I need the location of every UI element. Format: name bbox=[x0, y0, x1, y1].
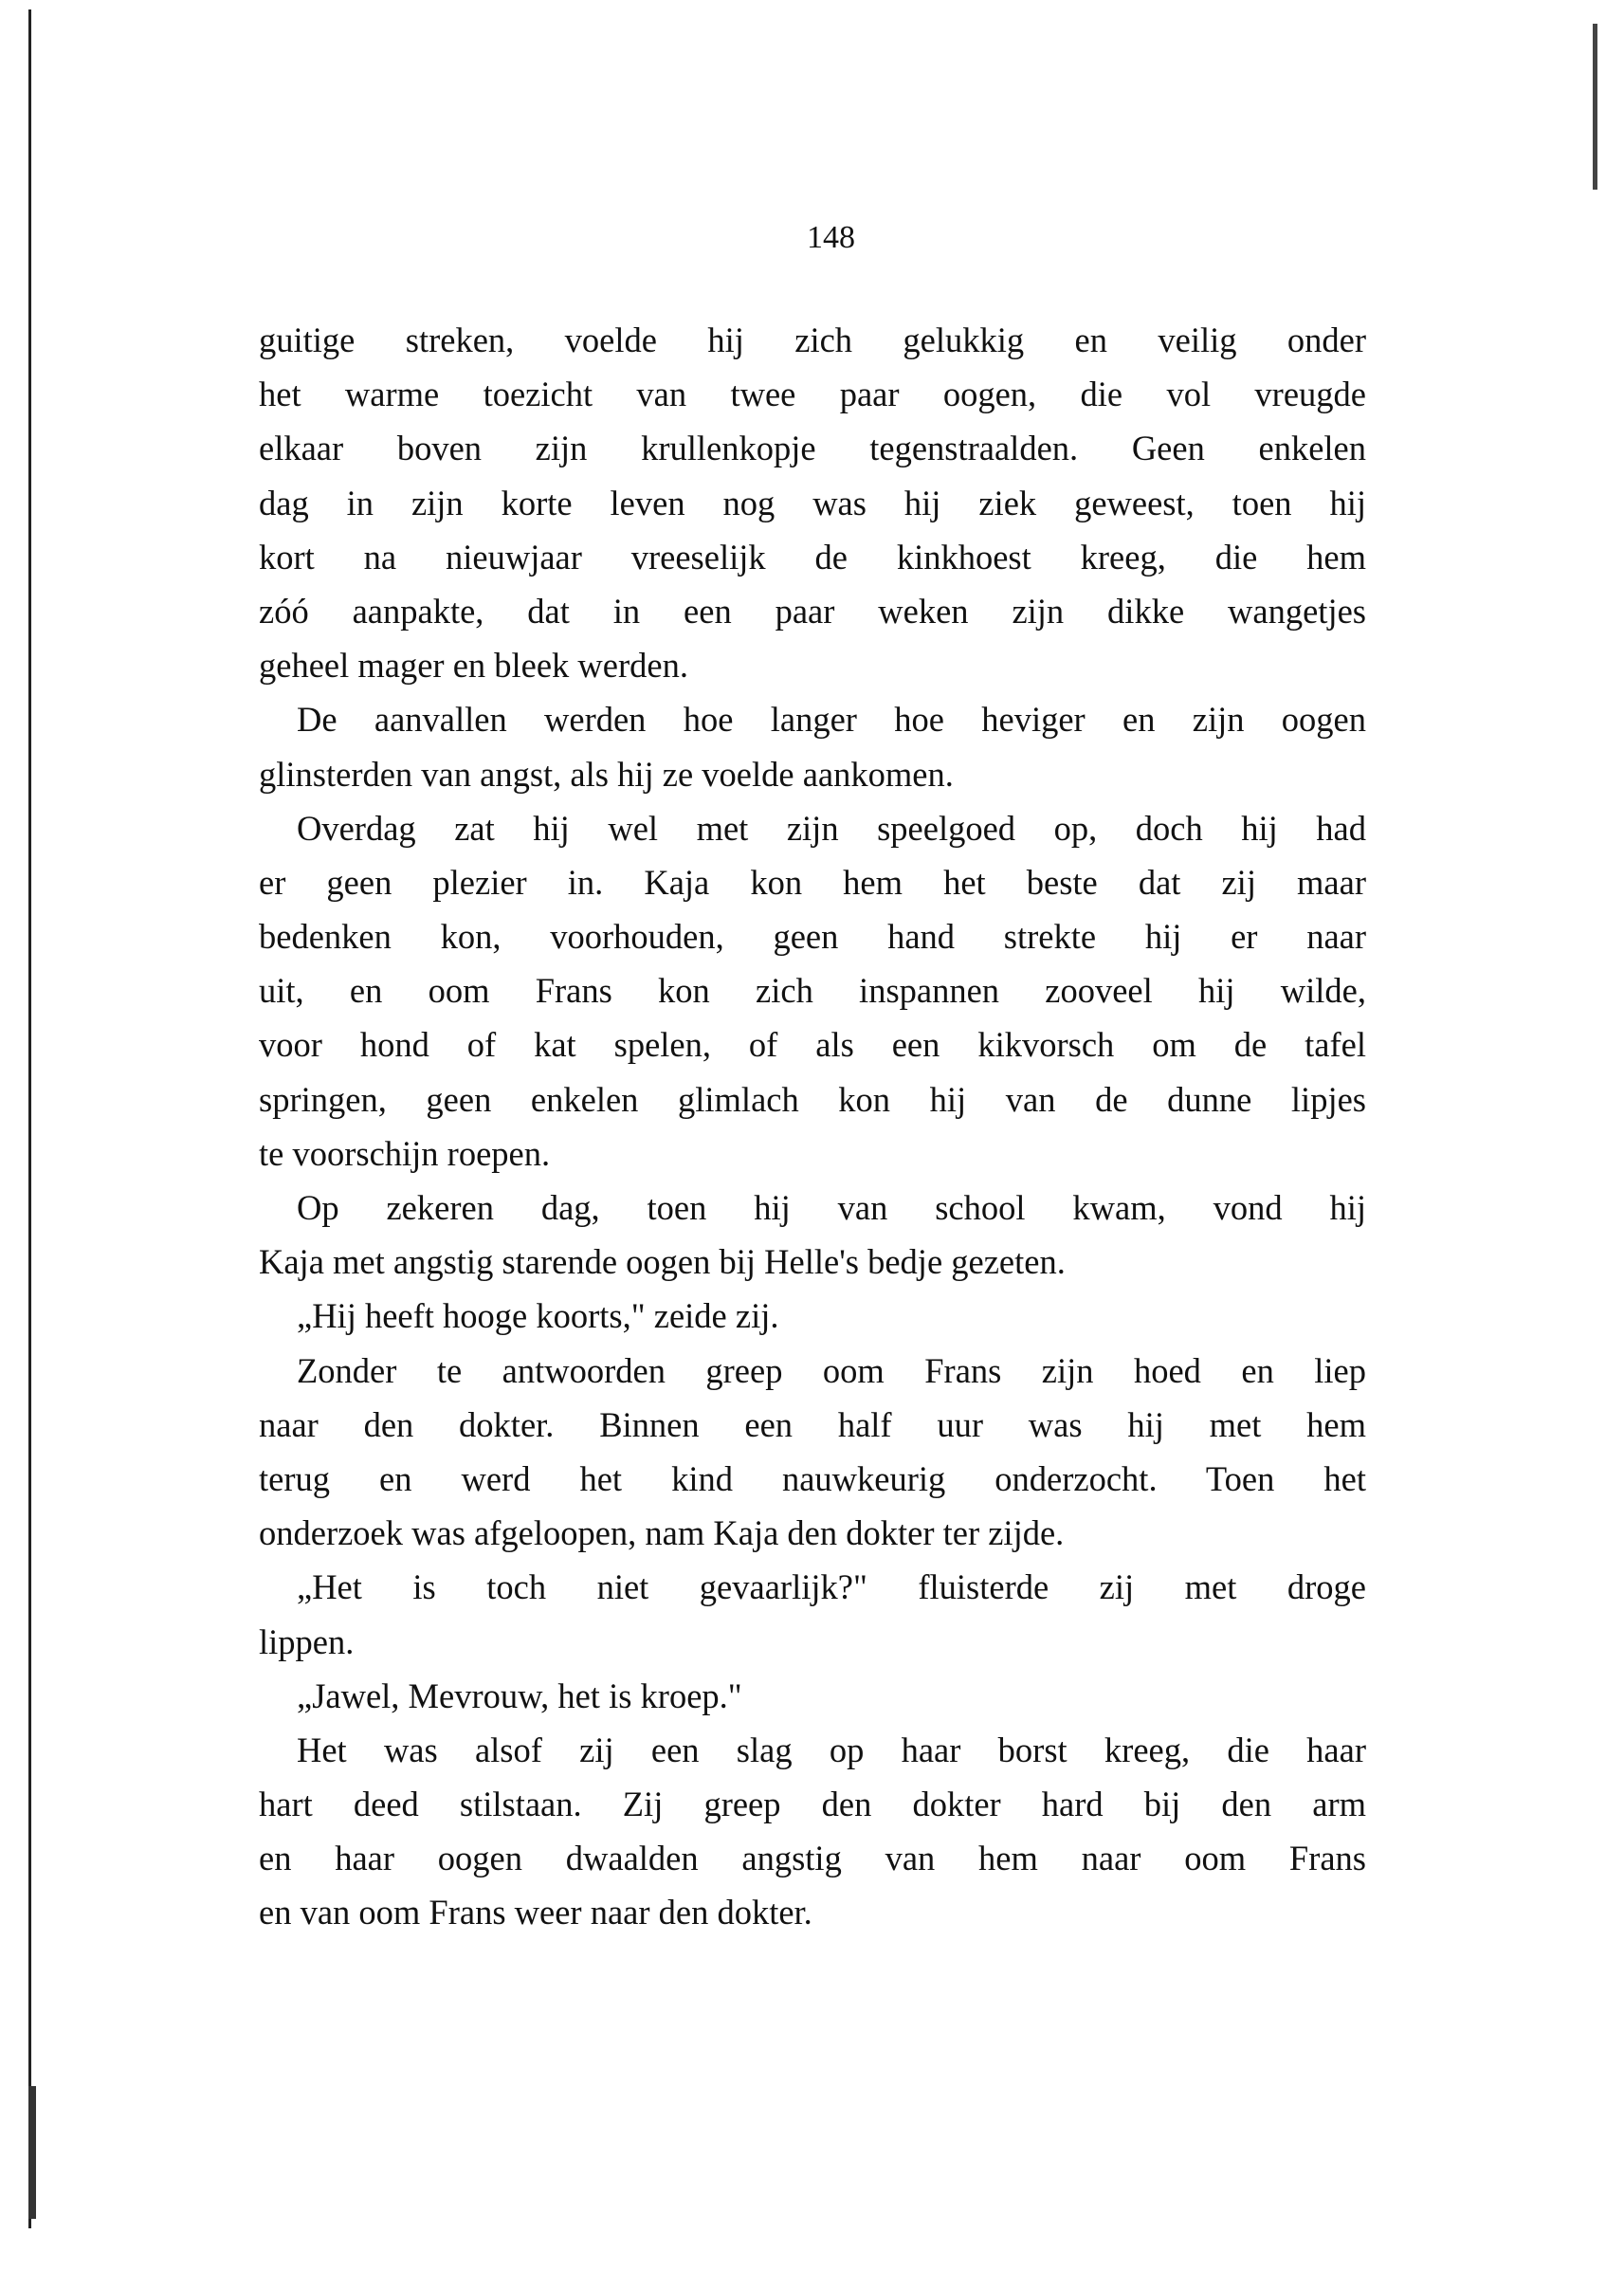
text-line: kort na nieuwjaar vreeselijk de kinkhoest kreeg, die hem bbox=[259, 537, 1366, 577]
text-line: onderzoek was afgeloopen, nam Kaja den dokter ter zijde. bbox=[259, 1513, 1065, 1553]
text-line: springen, geen enkelen glimlach kon hij van de dunne lipjes bbox=[259, 1079, 1366, 1119]
text-line: Op zekeren dag, toen hij van school kwam, vond hij bbox=[297, 1188, 1366, 1227]
text-line: terug en werd het kind nauwkeurig onderzocht. Toen het bbox=[259, 1458, 1366, 1498]
text-line: bedenken kon, voorhouden, geen hand strekte hij er naar bbox=[259, 917, 1366, 957]
text-line: „Het is toch niet gevaarlijk?" fluisterde zij met droge bbox=[297, 1567, 1366, 1607]
text-line: „Hij heeft hooge koorts," zeide zij. bbox=[297, 1296, 779, 1336]
text-line: uit, en oom Frans kon zich inspannen zooveel hij wilde, bbox=[259, 971, 1366, 1011]
text-line: glinsterden van angst, als hij ze voelde aankomen. bbox=[259, 754, 954, 794]
text-line: guitige streken, voelde hij zich gelukkig en veilig onder bbox=[259, 321, 1366, 359]
page-number: 148 bbox=[807, 220, 855, 255]
page-edge-right bbox=[1593, 24, 1597, 190]
paragraph bbox=[259, 313, 1366, 692]
paragraph bbox=[259, 1669, 1366, 1723]
text-line: dag in zijn korte leven nog was hij ziek geweest, toen hij bbox=[259, 483, 1366, 522]
text-line: en haar oogen dwaalden angstig van hem naar oom Frans bbox=[259, 1839, 1366, 1878]
text-line: naar den dokter. Binnen een half uur was hij met hem bbox=[259, 1404, 1366, 1444]
text-line: en van oom Frans weer naar den dokter. bbox=[259, 1893, 812, 1932]
text-line: te voorschijn roepen. bbox=[259, 1133, 551, 1173]
paragraph bbox=[259, 1181, 1366, 1289]
paragraph bbox=[259, 1289, 1366, 1343]
text-line: voor hond of kat spelen, of als een kikvorsch om de tafel bbox=[259, 1025, 1366, 1065]
text-line: geheel mager en bleek werden. bbox=[259, 646, 688, 686]
text-line: De aanvallen werden hoe langer hoe heviger en zijn oogen bbox=[297, 700, 1366, 740]
paragraph bbox=[259, 1344, 1366, 1561]
paragraph bbox=[259, 1560, 1366, 1668]
body-text bbox=[259, 313, 1366, 1940]
text-line: lippen. bbox=[259, 1621, 355, 1661]
page-edge-left-shadow bbox=[28, 2086, 36, 2219]
text-line: zóó aanpakte, dat in een paar weken zijn dikke wangetjes bbox=[259, 591, 1366, 631]
paragraph bbox=[259, 1723, 1366, 1940]
paragraph bbox=[259, 692, 1366, 800]
text-line: Zonder te antwoorden greep oom Frans zijn hoed en liep bbox=[297, 1350, 1366, 1390]
text-line: hart deed stilstaan. Zij greep den dokter hard bij den arm bbox=[259, 1785, 1366, 1824]
text-line: er geen plezier in. Kaja kon hem het beste dat zij maar bbox=[259, 862, 1366, 902]
text-line: Overdag zat hij wel met zijn speelgoed op, doch hij had bbox=[297, 808, 1366, 848]
text-line: elkaar boven zijn krullenkopje tegenstraalden. Geen enkelen bbox=[259, 429, 1366, 468]
text-line: het warme toezicht van twee paar oogen, die vol vreugde bbox=[259, 375, 1366, 414]
paragraph bbox=[259, 801, 1366, 1181]
text-line: „Jawel, Mevrouw, het is kroep." bbox=[297, 1676, 742, 1715]
page-edge-left bbox=[28, 9, 31, 2228]
text-line: Kaja met angstig starende oogen bij Helle's bedje gezeten. bbox=[259, 1242, 1066, 1282]
text-line: Het was alsof zij een slag op haar borst kreeg, die haar bbox=[297, 1730, 1366, 1769]
